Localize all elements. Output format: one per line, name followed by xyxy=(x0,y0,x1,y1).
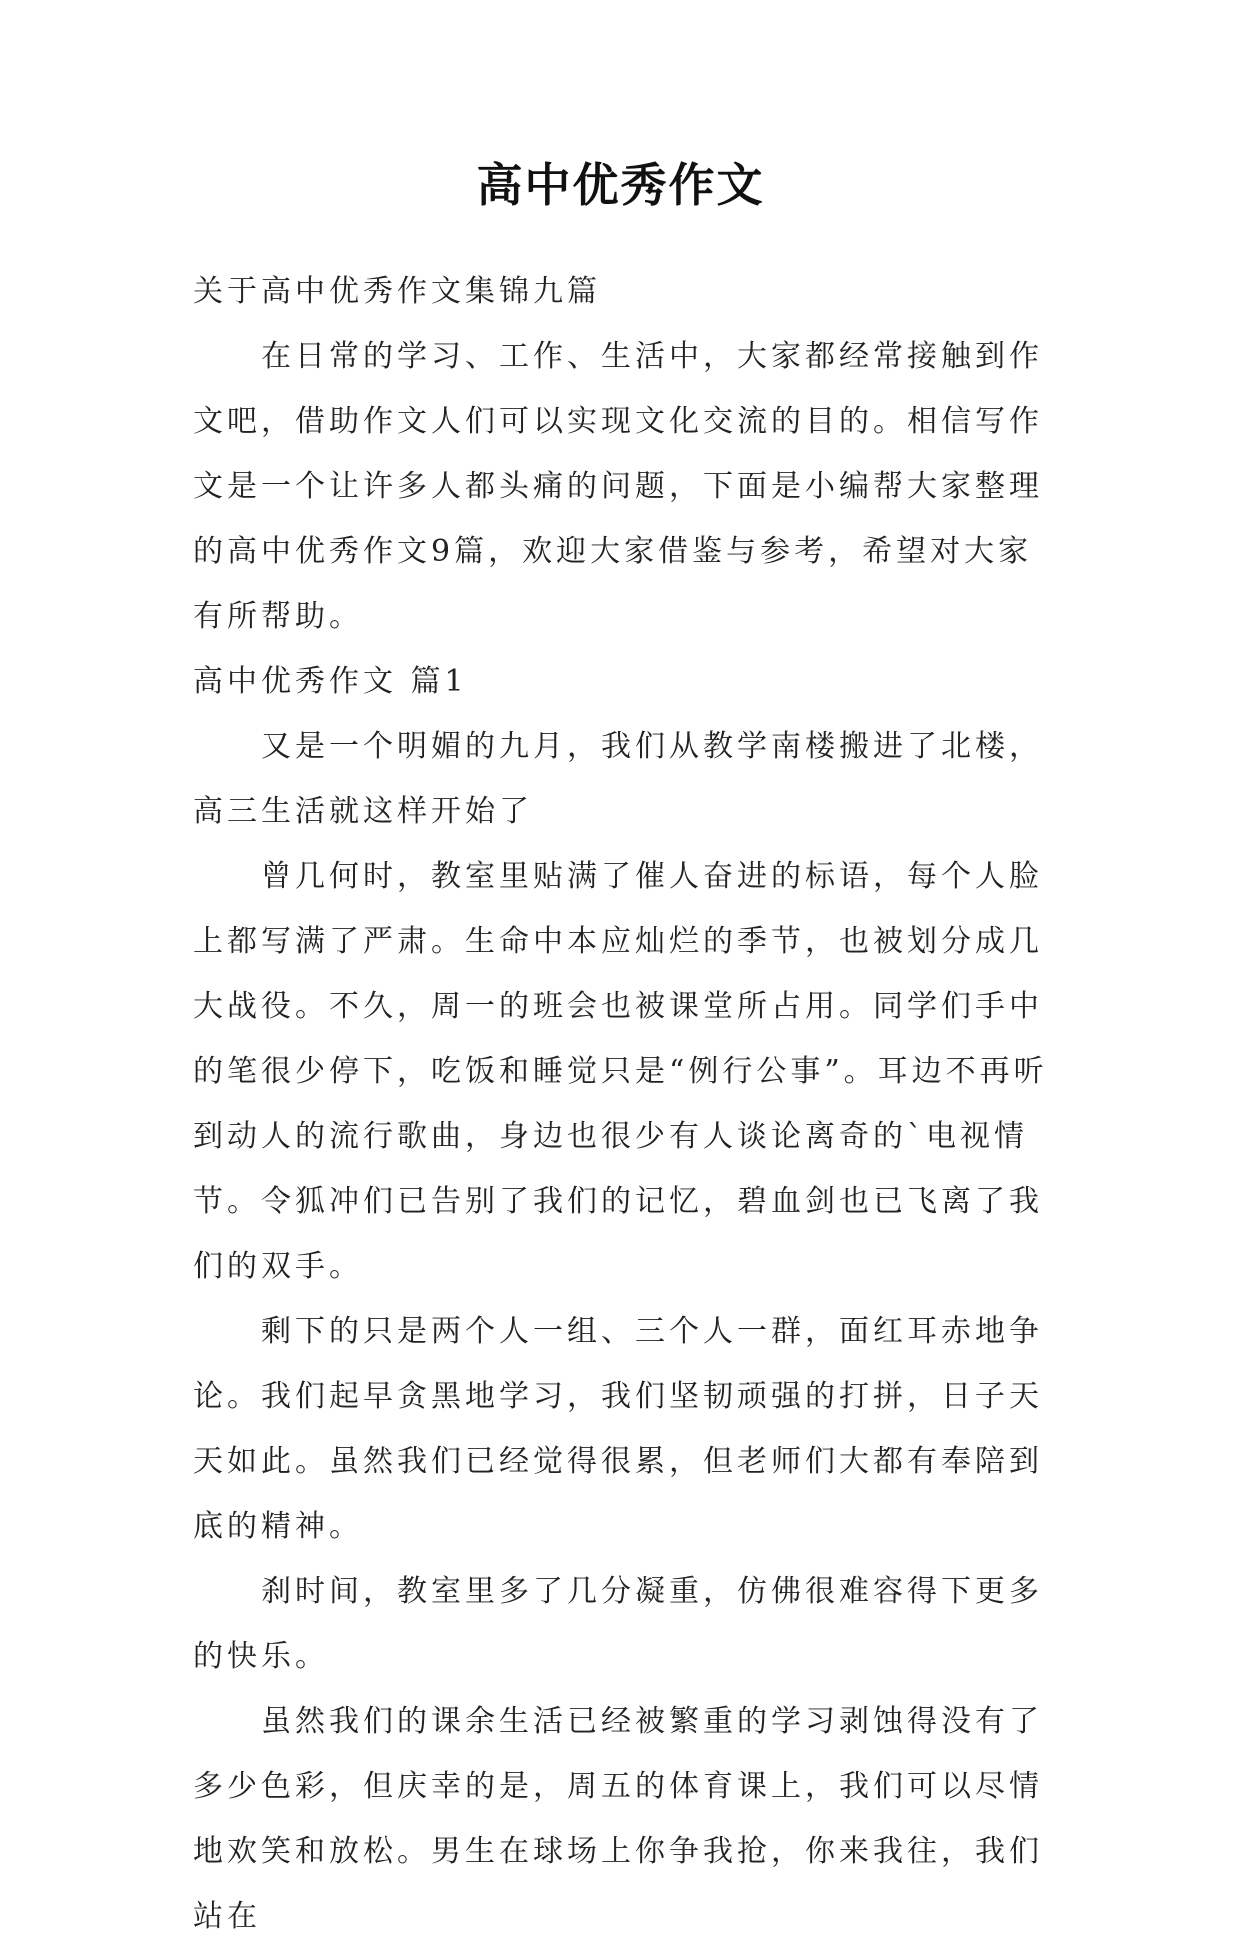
body-paragraph: 刹时间，教室里多了几分凝重，仿佛很难容得下更多的快乐。 xyxy=(193,1574,1043,1674)
body-paragraph: 又是一个明媚的九月，我们从教学南楼搬进了北楼，高三生活就这样开始了 xyxy=(193,729,1043,829)
body-paragraph: 曾几何时，教室里贴满了催人奋进的标语，每个人脸上都写满了严肃。生命中本应灿烂的季节，也被划分成几大战役。不久，周一的班会也被课堂所占用。同学们手中的笔很少停下，吃饭和睡觉只是“例行公事”。耳边不再听到动人的流行歌曲，身边也很少有人谈论离奇的`电视情节。令狐冲们已告别了我们的记忆，碧血剑也已飞离了我们的双手。 xyxy=(193,859,1048,1284)
body-paragraph: 虽然我们的课余生活已经被繁重的学习剥蚀得没有了多少色彩，但庆幸的是，周五的体育课上，我们可以尽情地欢笑和放松。男生在球场上你争我抢，你来我往，我们站在 xyxy=(193,1704,1043,1934)
section-heading: 高中优秀作文 篇1 xyxy=(193,664,468,699)
document-body xyxy=(193,259,1055,1949)
body-paragraph: 剩下的只是两个人一组、三个人一群，面红耳赤地争论。我们起早贪黑地学习，我们坚韧顽强的打拼，日子天天如此。虽然我们已经觉得很累，但老师们大都有奉陪到底的精神。 xyxy=(193,1314,1043,1544)
intro-paragraph: 在日常的学习、工作、生活中，大家都经常接触到作文吧，借助作文人们可以实现文化交流的目的。相信写作文是一个让许多人都头痛的问题，下面是小编帮大家整理的高中优秀作文9篇，欢迎大家借鉴与参考，希望对大家有所帮助。 xyxy=(193,339,1043,634)
document-title: 高中优秀作文 xyxy=(476,158,765,212)
subtitle-line: 关于高中优秀作文集锦九篇 xyxy=(193,274,601,309)
